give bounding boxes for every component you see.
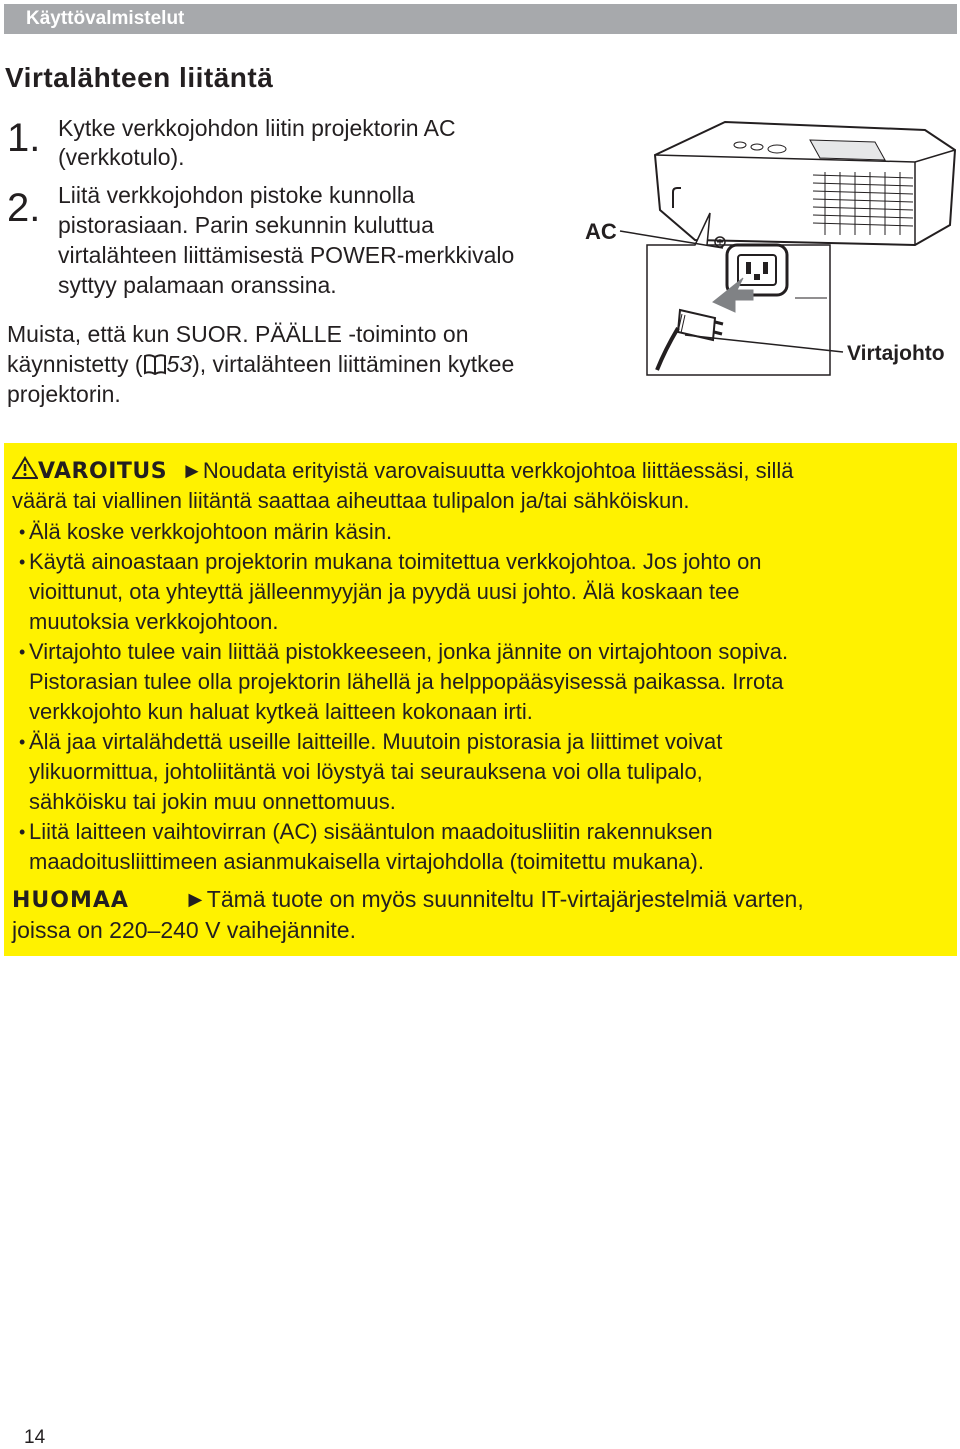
warning-bullet-line: maadoitusliittimeen asianmukaisella virtajohdolla (toimitettu mukana). [29,849,704,874]
note-line [12,884,804,916]
warning-bullet-line: muutoksia verkkojohtoon. [29,609,279,634]
step-1-line: (verkkotulo). [58,144,185,170]
warning-intro-line: väärä tai viallinen liitäntä saattaa aiheuttaa tulipalon ja/tai sähköiskun. [12,488,690,513]
ac-label: AC [585,219,617,244]
bullet-icon: • [19,642,26,662]
step-2-line: syttyy palamaan oranssina. [58,272,337,298]
note-heading: HUOMAA [12,888,129,913]
bullet-icon: • [19,552,26,572]
warning-bullet-line: Älä jaa virtalähdettä useille laitteille. Muutoin pistorasia ja liittimet voivat [29,729,723,754]
warning-bullet-line: Älä koske verkkojohtoon märin käsin. [29,519,393,544]
book-icon [143,353,167,382]
step-1-line: Kytke verkkojohdon liitin projektorin AC [58,115,456,141]
bullet-icon: • [19,822,26,842]
warning-bullet-line: vioittunut, ota yhteyttä jälleenmyyjän ja pyydä uusi johto. Älä koskaan tee [29,579,740,604]
warning-intro-line [12,456,794,488]
warning-box [4,443,957,956]
power-cord-label: Virtajohto [847,342,945,365]
header-bar [4,4,957,34]
bullet-icon: • [19,732,26,752]
note-line: joissa on 220–240 V vaihejännite. [12,917,356,943]
power-connection-diagram [585,100,960,400]
warning-bullet-line: ylikuormittua, johtoliitäntä voi löystyä tai seurauksena voi olla tulipalo, [29,759,703,784]
note-paragraph-line: projektorin. [7,381,121,407]
warning-bullet-line: verkkojohto kun haluat kytkeä laitteen kokonaan irti. [29,699,533,724]
note-paragraph-text: ), virtalähteen liittäminen kytkee [192,351,515,377]
warning-bullet-line: Käytä ainoastaan projektorin mukana toimitettua verkkojohtoa. Jos johto on [29,549,762,574]
step-2-line: Liitä verkkojohdon pistoke kunnolla [58,182,415,208]
note-text: ►Tämä tuote on myös suunniteltu IT-virtajärjestelmiä varten, [184,886,804,912]
page-reference[interactable]: 53 [166,351,193,377]
page-number: 14 [24,1427,46,1448]
page-title: Virtalähteen liitäntä [5,62,274,93]
step-2-line: pistorasiaan. Parin sekunnin kuluttua [58,212,434,238]
warning-bullet-line: Liitä laitteen vaihtovirran (AC) sisääntulon maadoitusliitin rakennuksen [29,819,713,844]
warning-triangle-icon [12,456,38,488]
step-1-number: 1. [7,116,41,160]
note-paragraph-line [7,350,514,382]
bullet-icon: • [19,522,26,542]
warning-bullet-line: Pistorasian tulee olla projektorin lähellä ja helppopääsyisessä paikassa. Irrota [29,669,784,694]
step-2-line: virtalähteen liittämisestä POWER-merkkivalo [58,242,515,268]
warning-heading: VAROITUS [38,459,168,484]
warning-intro: ►Noudata erityistä varovaisuutta verkkojohtoa liittäessäsi, sillä [181,458,794,483]
note-paragraph-line: Muista, että kun SUOR. PÄÄLLE -toiminto on [7,321,469,347]
step-2-number: 2. [7,186,41,230]
section-label: Käyttövalmistelut [26,8,185,29]
note-paragraph-text: käynnistetty ( [7,351,143,377]
warning-bullet-line: Virtajohto tulee vain liittää pistokkeeseen, jonka jännite on virtajohtoon sopiva. [29,639,789,664]
warning-bullet-line: sähköisku tai jokin muu onnettomuus. [29,789,396,814]
